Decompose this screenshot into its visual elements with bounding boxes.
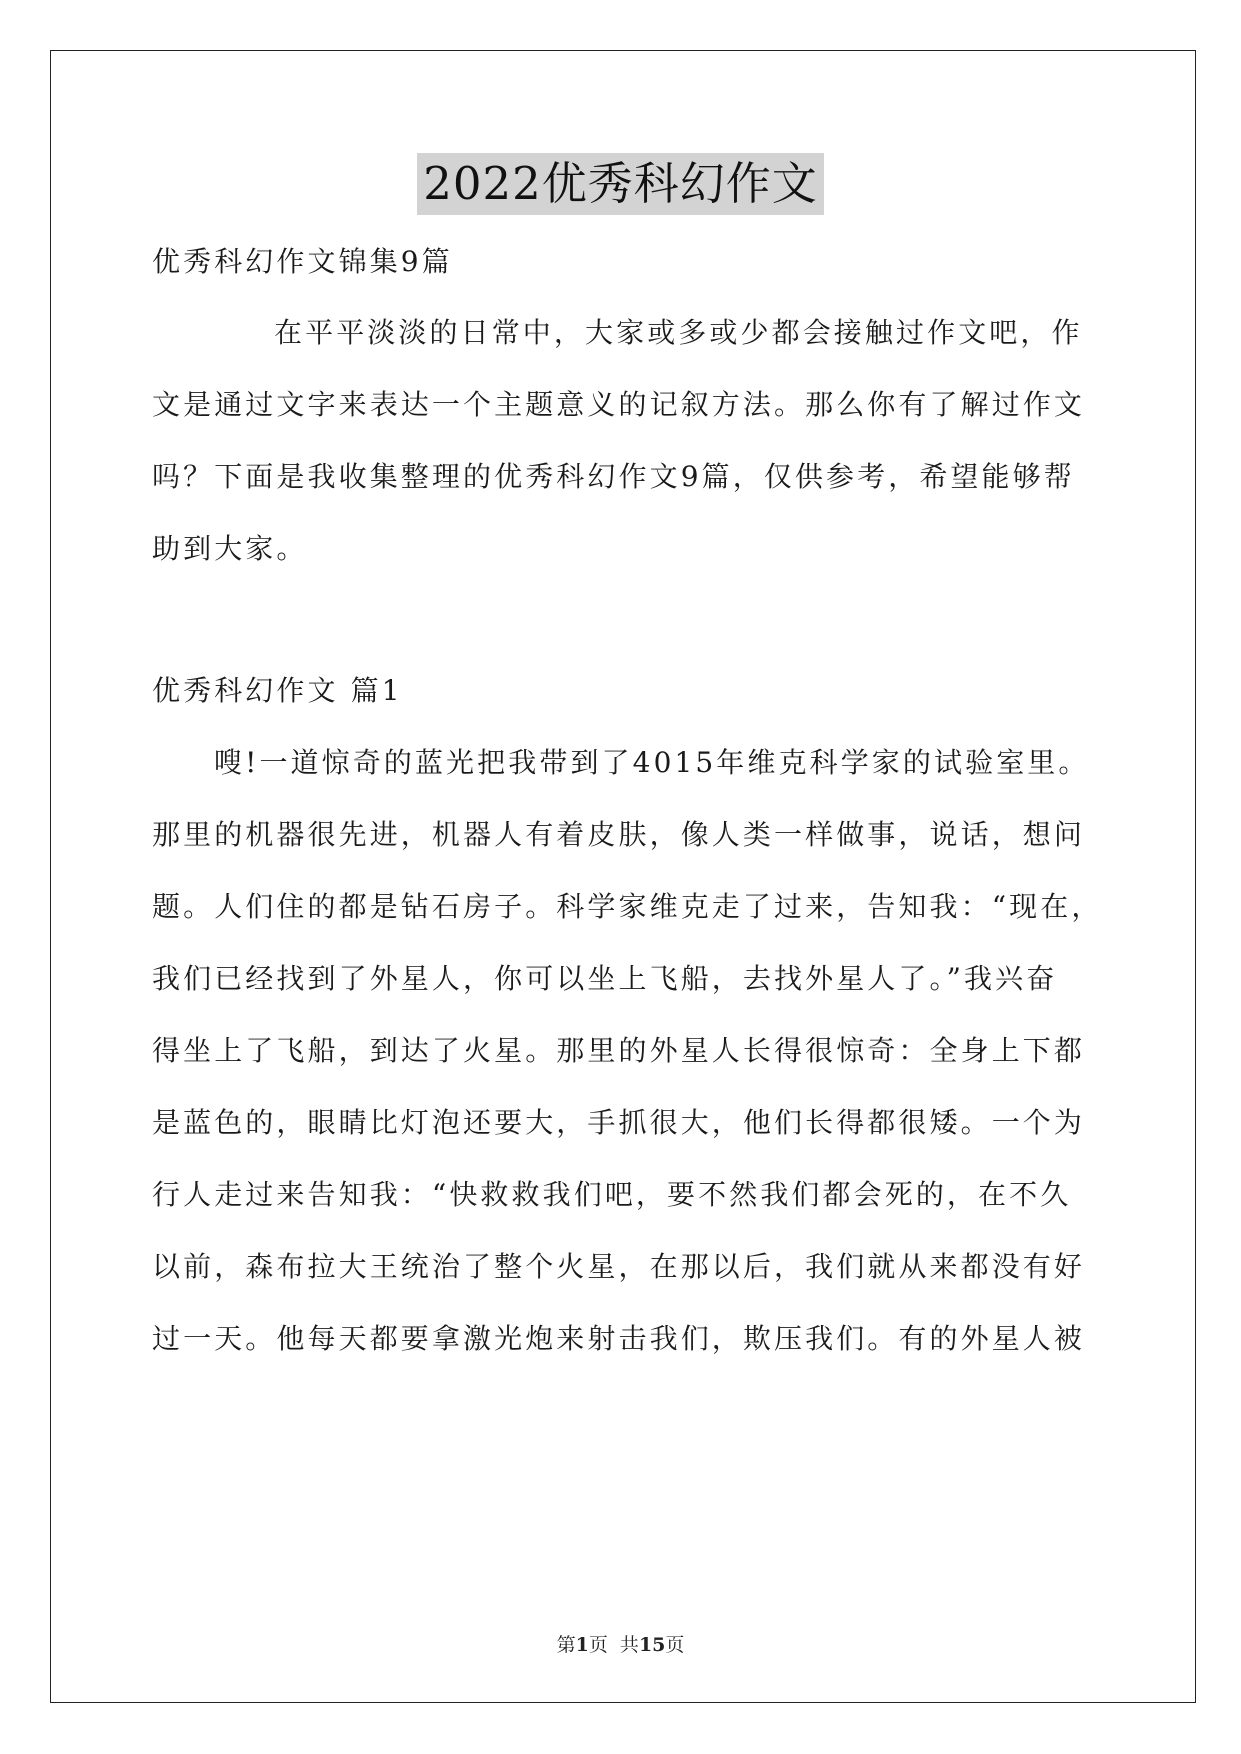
page-border — [50, 50, 1196, 1703]
body-line-9: 过一天。他每天都要拿激光炮来射击我们，欺压我们。有的外星人被 — [152, 1322, 1086, 1355]
body-line-2: 那里的机器很先进，机器人有着皮肤，像人类一样做事，说话，想问 — [152, 818, 1086, 851]
intro-line-3: 吗？下面是我收集整理的优秀科幻作文9篇，仅供参考，希望能够帮 — [152, 460, 1075, 493]
body-line-7: 行人走过来告知我：“快救救我们吧，要不然我们都会死的，在不久 — [152, 1178, 1072, 1211]
intro-line-1: 在平平淡淡的日常中，大家或多或少都会接触过作文吧，作 — [274, 316, 1083, 349]
document-title: 2022优秀科幻作文 — [417, 153, 824, 215]
footer-page-prefix: 第 — [556, 1634, 576, 1656]
footer-page-suffix: 页 — [665, 1634, 685, 1656]
section-heading: 优秀科幻作文 篇1 — [152, 674, 403, 707]
body-line-1: 嗖!一道惊奇的蓝光把我带到了4015年维克科学家的试验室里。 — [214, 746, 1090, 779]
footer-page-total: 15 — [638, 1634, 666, 1656]
body-line-5: 得坐上了飞船，到达了火星。那里的外星人长得很惊奇：全身上下都 — [152, 1034, 1086, 1067]
footer-page-number: 1 — [575, 1634, 589, 1656]
intro-line-4: 助到大家。 — [152, 532, 308, 565]
body-line-6: 是蓝色的，眼睛比灯泡还要大，手抓很大，他们长得都很矮。一个为 — [152, 1106, 1086, 1139]
body-line-4: 我们已经找到了外星人，你可以坐上飞船，去找外星人了。”我兴奋 — [152, 962, 1058, 995]
document-subtitle: 优秀科幻作文锦集9篇 — [152, 245, 453, 278]
body-line-8: 以前，森布拉大王统治了整个火星，在那以后，我们就从来都没有好 — [152, 1250, 1086, 1283]
document-title-wrapper — [0, 153, 1241, 215]
body-line-3: 题。人们住的都是钻石房子。科学家维克走了过来，告知我：“现在， — [152, 890, 1103, 923]
page-footer — [0, 1632, 1241, 1658]
intro-line-2: 文是通过文字来表达一个主题意义的记叙方法。那么你有了解过作文 — [152, 388, 1086, 421]
footer-page-mid: 页 共 — [588, 1634, 639, 1656]
